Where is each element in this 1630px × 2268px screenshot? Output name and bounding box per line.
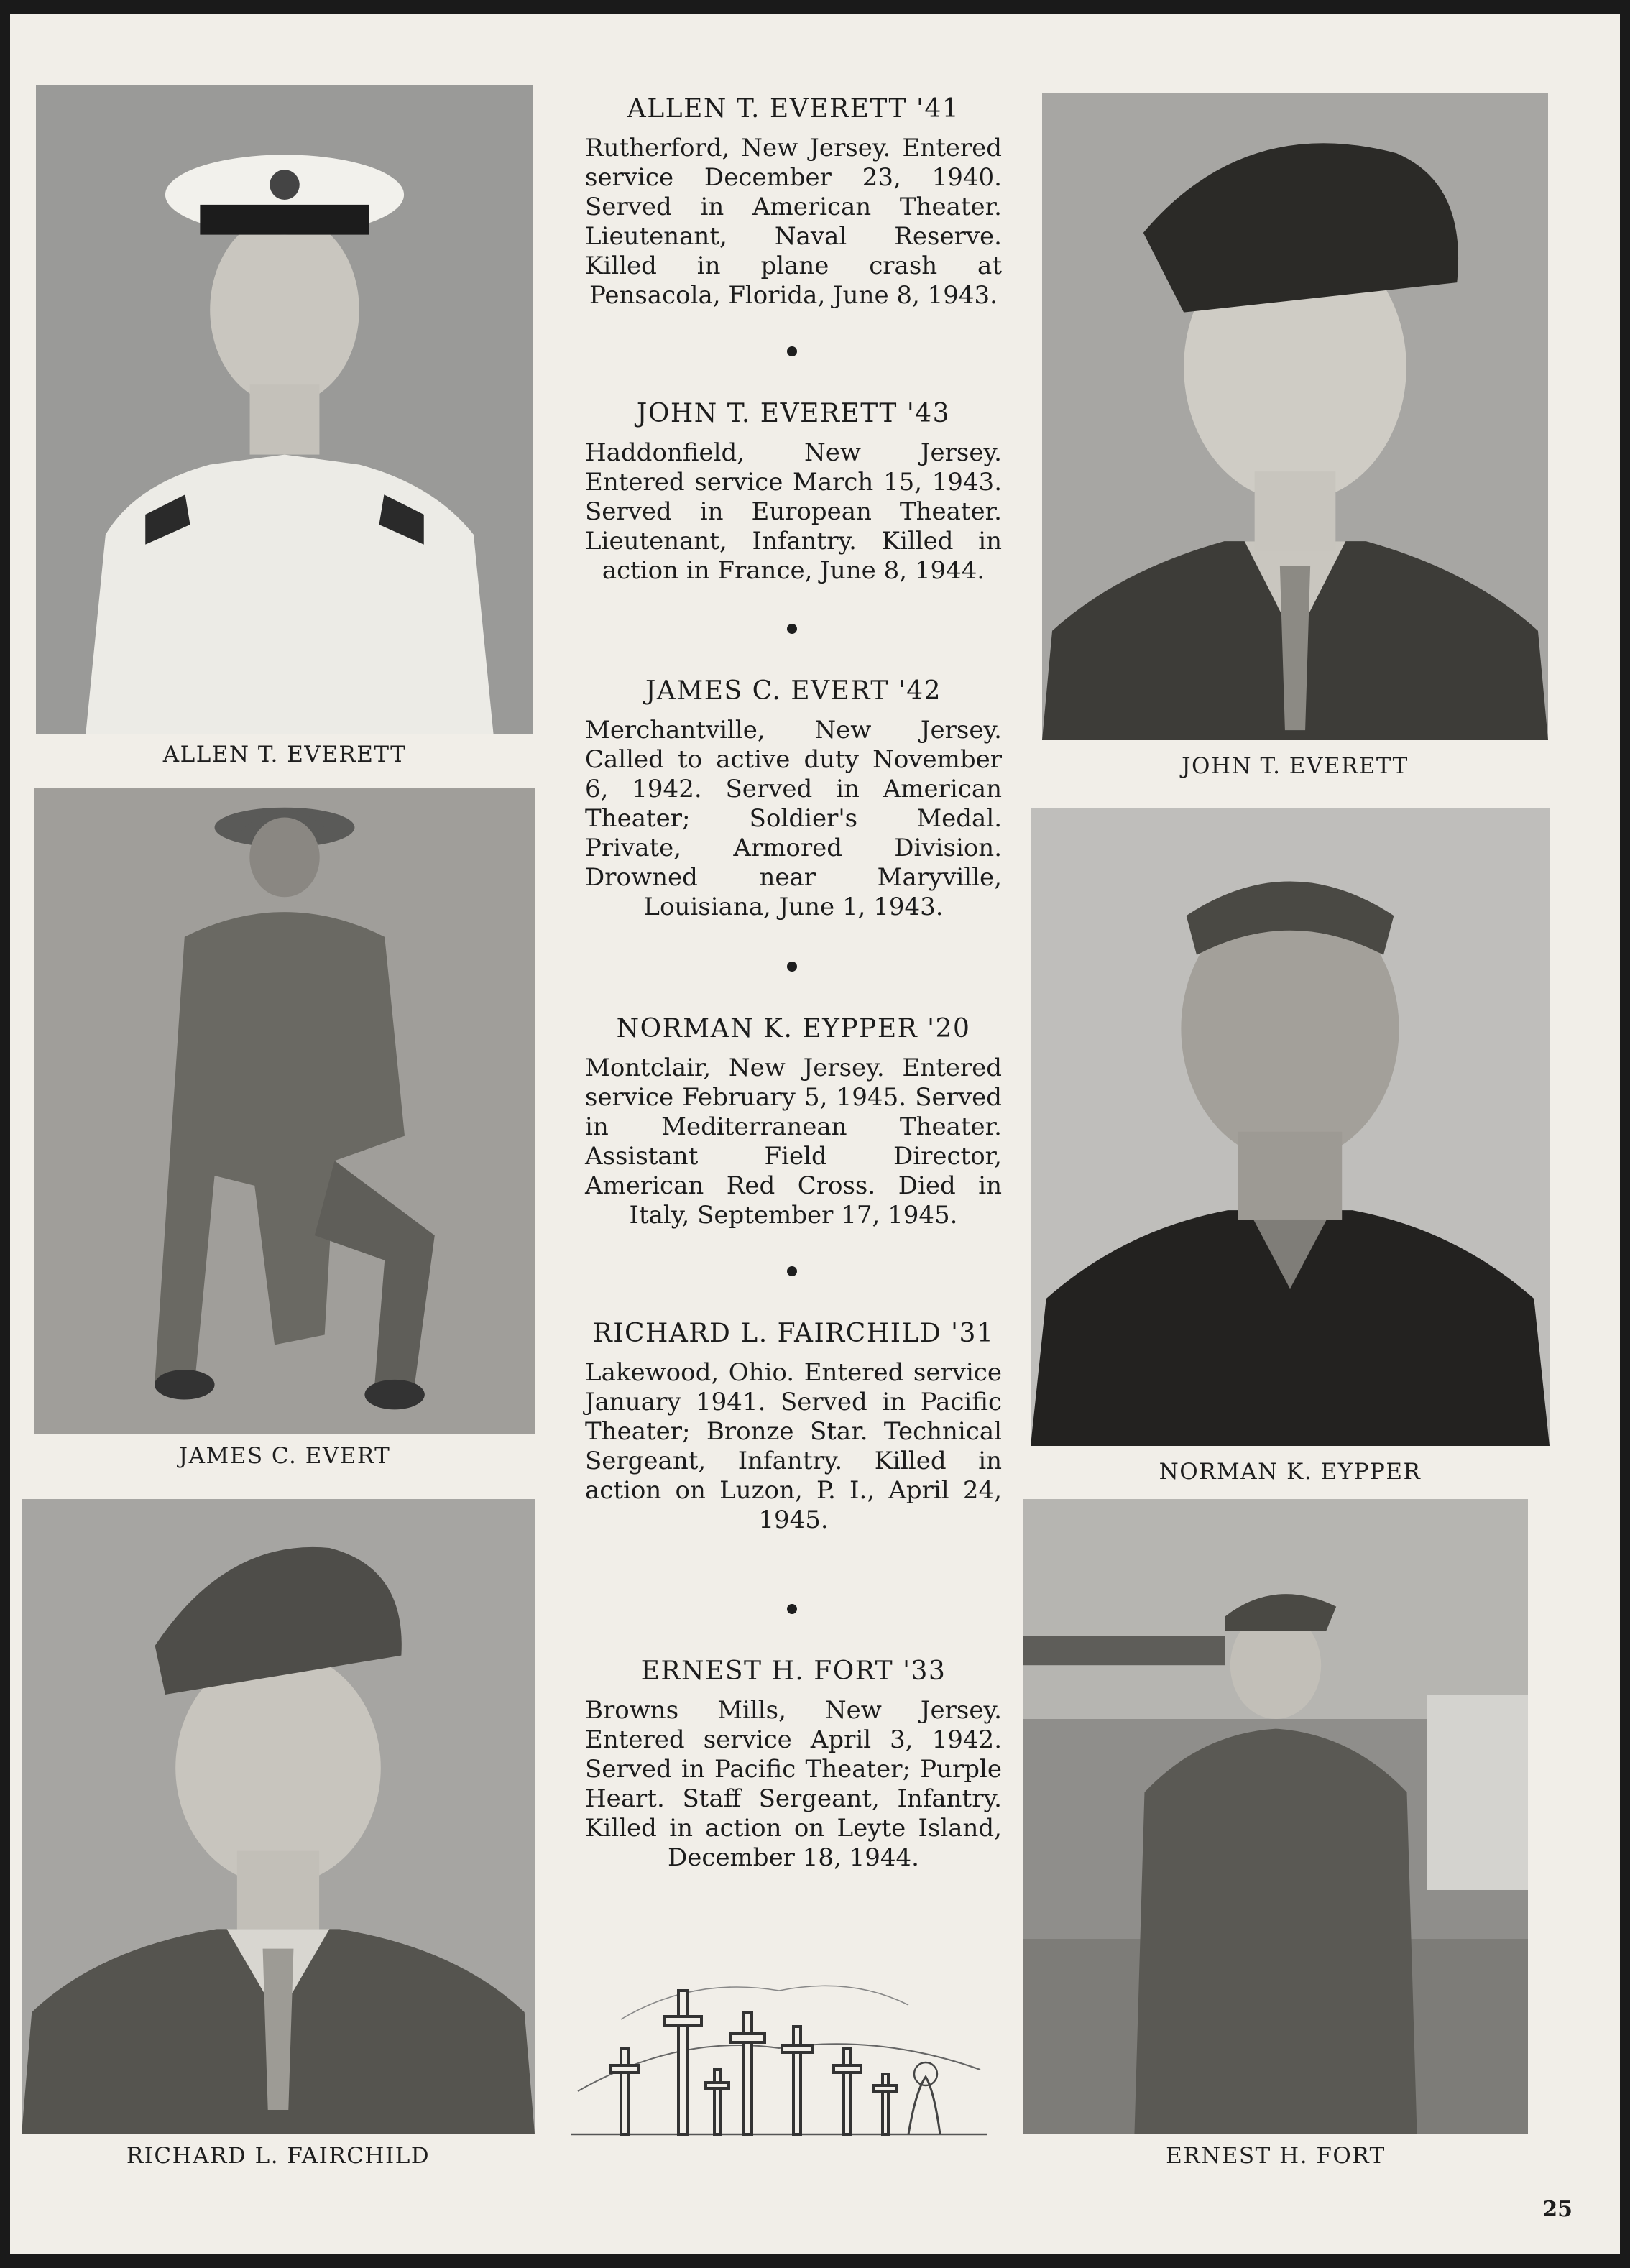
photo-caption: JAMES C. EVERT: [178, 1443, 391, 1469]
memorial-page: [10, 14, 1620, 2254]
photo-caption: ALLEN T. EVERETT: [162, 742, 407, 767]
separator-dot: [787, 624, 797, 634]
photo-caption: RICHARD L. FAIRCHILD: [126, 2143, 430, 2169]
photo-caption: JOHN T. EVERETT: [1182, 753, 1409, 779]
separator-dot: [787, 1604, 797, 1614]
portrait-photo-norman-eypper: [1031, 808, 1550, 1446]
portrait-photo-john-everett: [1042, 93, 1548, 740]
photo-caption: ERNEST H. FORT: [1166, 2143, 1386, 2169]
entry-name: JOHN T. EVERETT '43: [636, 399, 951, 428]
separator-dot: [787, 346, 797, 356]
portrait-photo-allen-everett: [36, 85, 533, 734]
entry-text: Lakewood, Ohio. Entered service January 1941. Served in Pacific Theater; Bronze Star. Technical Sergeant, Infantry. Killed in action on Luzon, P. I., April 24, 1945.: [585, 1358, 1002, 1534]
memorial-entry: [585, 400, 1002, 586]
memorial-entry: [585, 95, 1002, 310]
memorial-entry: [585, 1015, 1002, 1230]
crosses-sketch-illustration: [563, 1933, 995, 2149]
page-number: 25: [1542, 2197, 1573, 2222]
memorial-entry: [585, 1319, 1002, 1535]
memorial-entry: [585, 1657, 1002, 1873]
entry-name: ALLEN T. EVERETT '41: [627, 94, 960, 124]
memorial-entry: [585, 677, 1002, 922]
entry-text: Haddonfield, New Jersey. Entered service March 15, 1943. Served in European Theater. Lieutenant, Infantry. Killed in action in France, June 8, 1944.: [585, 438, 1002, 585]
entry-name: ERNEST H. FORT '33: [640, 1656, 947, 1686]
entry-name: NORMAN K. EYPPER '20: [616, 1014, 971, 1043]
entry-name: RICHARD L. FAIRCHILD '31: [592, 1319, 995, 1348]
entry-text: Merchantville, New Jersey. Called to active duty November 6, 1942. Served in American Theater; Soldier's Medal. Private, Armored Division. Drowned near Maryville, Louisiana, June 1, 1943.: [585, 716, 1002, 921]
photo-caption: NORMAN K. EYPPER: [1159, 1459, 1422, 1485]
separator-dot: [787, 1266, 797, 1276]
entry-text: Browns Mills, New Jersey. Entered service April 3, 1942. Served in Pacific Theater; Purple Heart. Staff Sergeant, Infantry. Killed in action on Leyte Island, December 18, 1944.: [585, 1696, 1002, 1872]
portrait-photo-ernest-fort: [1023, 1499, 1528, 2134]
portrait-photo-richard-fairchild: [22, 1499, 535, 2134]
entry-text: Rutherford, New Jersey. Entered service December 23, 1940. Served in American Theater. Lieutenant, Naval Reserve. Killed in plane crash at Pensacola, Florida, June 8, 1943.: [585, 134, 1002, 310]
portrait-photo-james-evert: [34, 788, 535, 1434]
entry-text: Montclair, New Jersey. Entered service February 5, 1945. Served in Mediterranean Theater. Assistant Field Director, American Red Cross. Died in Italy, September 17, 1945.: [585, 1054, 1002, 1230]
entry-name: JAMES C. EVERT '42: [645, 676, 941, 706]
separator-dot: [787, 962, 797, 972]
